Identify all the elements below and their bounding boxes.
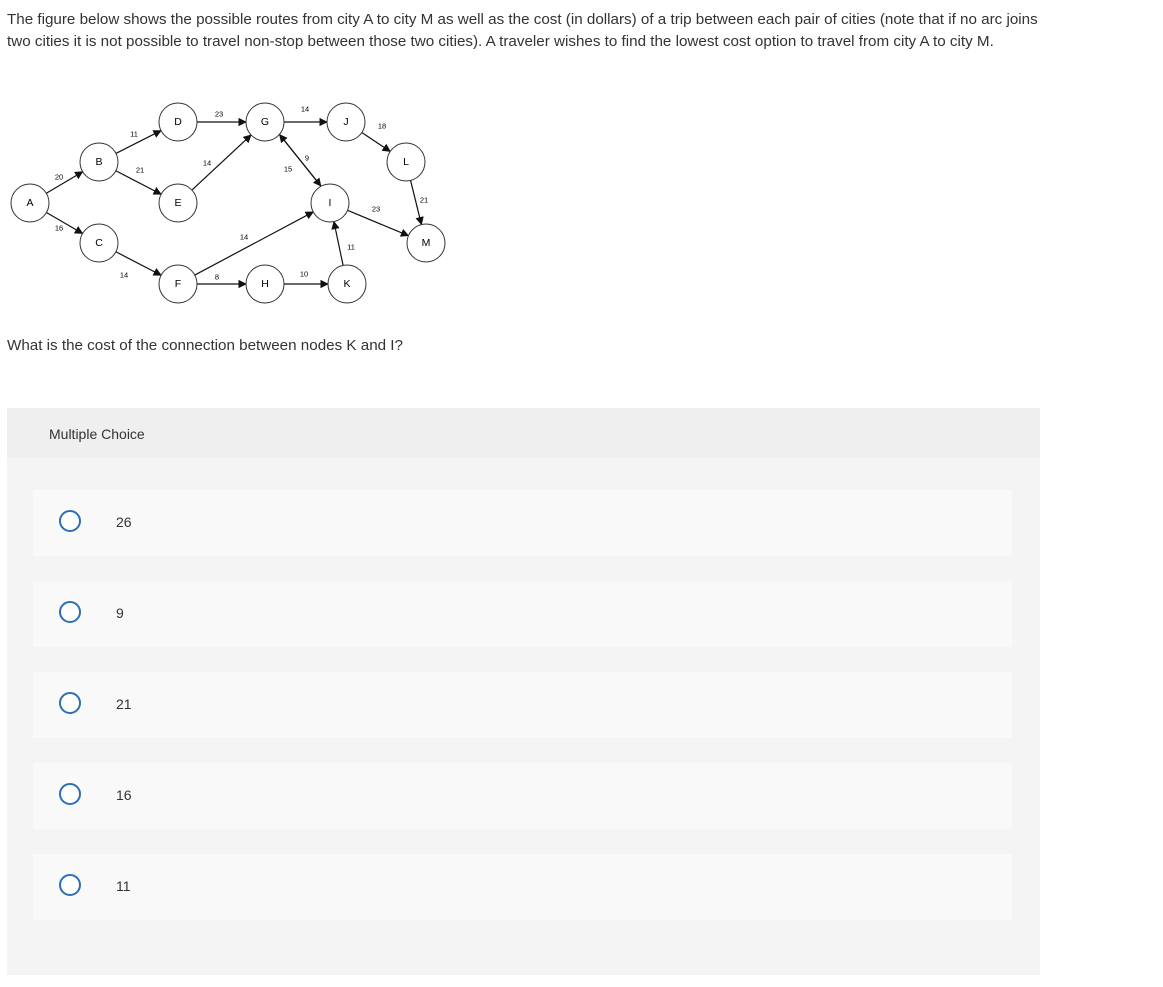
- edge-weight-label: 23: [371, 204, 381, 214]
- choice-label: 21: [116, 696, 132, 712]
- edge-weight-label: 14: [119, 270, 129, 280]
- edge-j-l: [362, 133, 390, 152]
- multiple-choice-panel: [7, 408, 1040, 975]
- choice-label: 26: [116, 514, 132, 530]
- radio-button[interactable]: [59, 601, 81, 623]
- node-label: J: [343, 116, 349, 128]
- edge-weight-label: 9: [304, 153, 310, 163]
- route-network-diagram: [0, 96, 460, 311]
- node-label: D: [174, 116, 182, 128]
- node-label: H: [261, 278, 269, 290]
- node-label: I: [328, 197, 332, 209]
- question-intro-text: The figure below shows the possible routes from city A to city M as well as the cost (in dollars) of a trip between each pair of cities (note that if no arc joins two cities it is not possible to travel non-stop between those two cities). A traveler wishes to find the lowest cost option to travel from city A to city M.: [7, 11, 1038, 50]
- radio-button[interactable]: [59, 874, 81, 896]
- edge-e-g: [192, 135, 251, 190]
- choice-option-4[interactable]: [33, 763, 1012, 829]
- node-f: [159, 265, 197, 303]
- choice-option-3[interactable]: [33, 672, 1012, 738]
- radio-button[interactable]: [59, 510, 81, 532]
- edge-weight-label: 8: [214, 272, 220, 282]
- node-j: [327, 103, 365, 141]
- edge-f-i: [195, 212, 313, 275]
- edge-weight-label: 23: [214, 109, 224, 119]
- node-c: [80, 224, 118, 262]
- edge-weight-label: 18: [377, 121, 387, 131]
- question-text: What is the cost of the connection between nodes K and I?: [7, 337, 403, 354]
- edge-weight-label: 11: [347, 242, 355, 252]
- radio-button[interactable]: [59, 783, 81, 805]
- edge-weight-label: 20: [54, 172, 64, 182]
- node-g: [246, 103, 284, 141]
- edge-weight-label: 14: [239, 232, 249, 242]
- edge-weight-label: 14: [300, 104, 310, 114]
- node-b: [80, 143, 118, 181]
- edge-i-g: [280, 135, 321, 186]
- edge-k-i: [334, 222, 343, 266]
- node-label: C: [95, 237, 103, 249]
- edge-a-b: [46, 172, 82, 194]
- node-label: A: [26, 197, 34, 209]
- edge-weight-label: 10: [299, 269, 309, 279]
- node-label: B: [95, 156, 103, 168]
- node-h: [246, 265, 284, 303]
- choice-option-5[interactable]: [33, 854, 1012, 920]
- node-label: K: [343, 278, 351, 290]
- node-k: [328, 265, 366, 303]
- edge-b-d: [116, 131, 161, 154]
- edge-weight-label: 15: [283, 164, 293, 174]
- node-label: E: [174, 197, 182, 209]
- multiple-choice-header: [7, 408, 1040, 458]
- radio-button[interactable]: [59, 692, 81, 714]
- edge-weight-label: 21: [419, 195, 429, 205]
- node-m: [407, 224, 445, 262]
- choice-label: 11: [116, 878, 131, 894]
- node-l: [387, 143, 425, 181]
- choice-label: 16: [116, 787, 132, 803]
- edge-weight-label: 16: [54, 223, 64, 233]
- node-label: M: [421, 237, 431, 249]
- node-label: F: [174, 278, 182, 290]
- node-a: [11, 184, 49, 222]
- edge-weight-label: 14: [202, 158, 212, 168]
- choice-option-2[interactable]: [33, 581, 1012, 647]
- edge-i-m: [348, 210, 409, 235]
- node-i: [311, 184, 349, 222]
- edge-weight-label: 11: [130, 129, 138, 139]
- node-label: G: [260, 116, 270, 128]
- edge-weight-label: 21: [135, 165, 145, 175]
- node-label: L: [403, 156, 409, 168]
- choice-label: 9: [116, 605, 124, 621]
- choice-option-1[interactable]: [33, 490, 1012, 556]
- edge-a-c: [46, 213, 82, 234]
- node-d: [159, 103, 197, 141]
- node-e: [159, 184, 197, 222]
- multiple-choice-title: Multiple Choice: [49, 426, 145, 442]
